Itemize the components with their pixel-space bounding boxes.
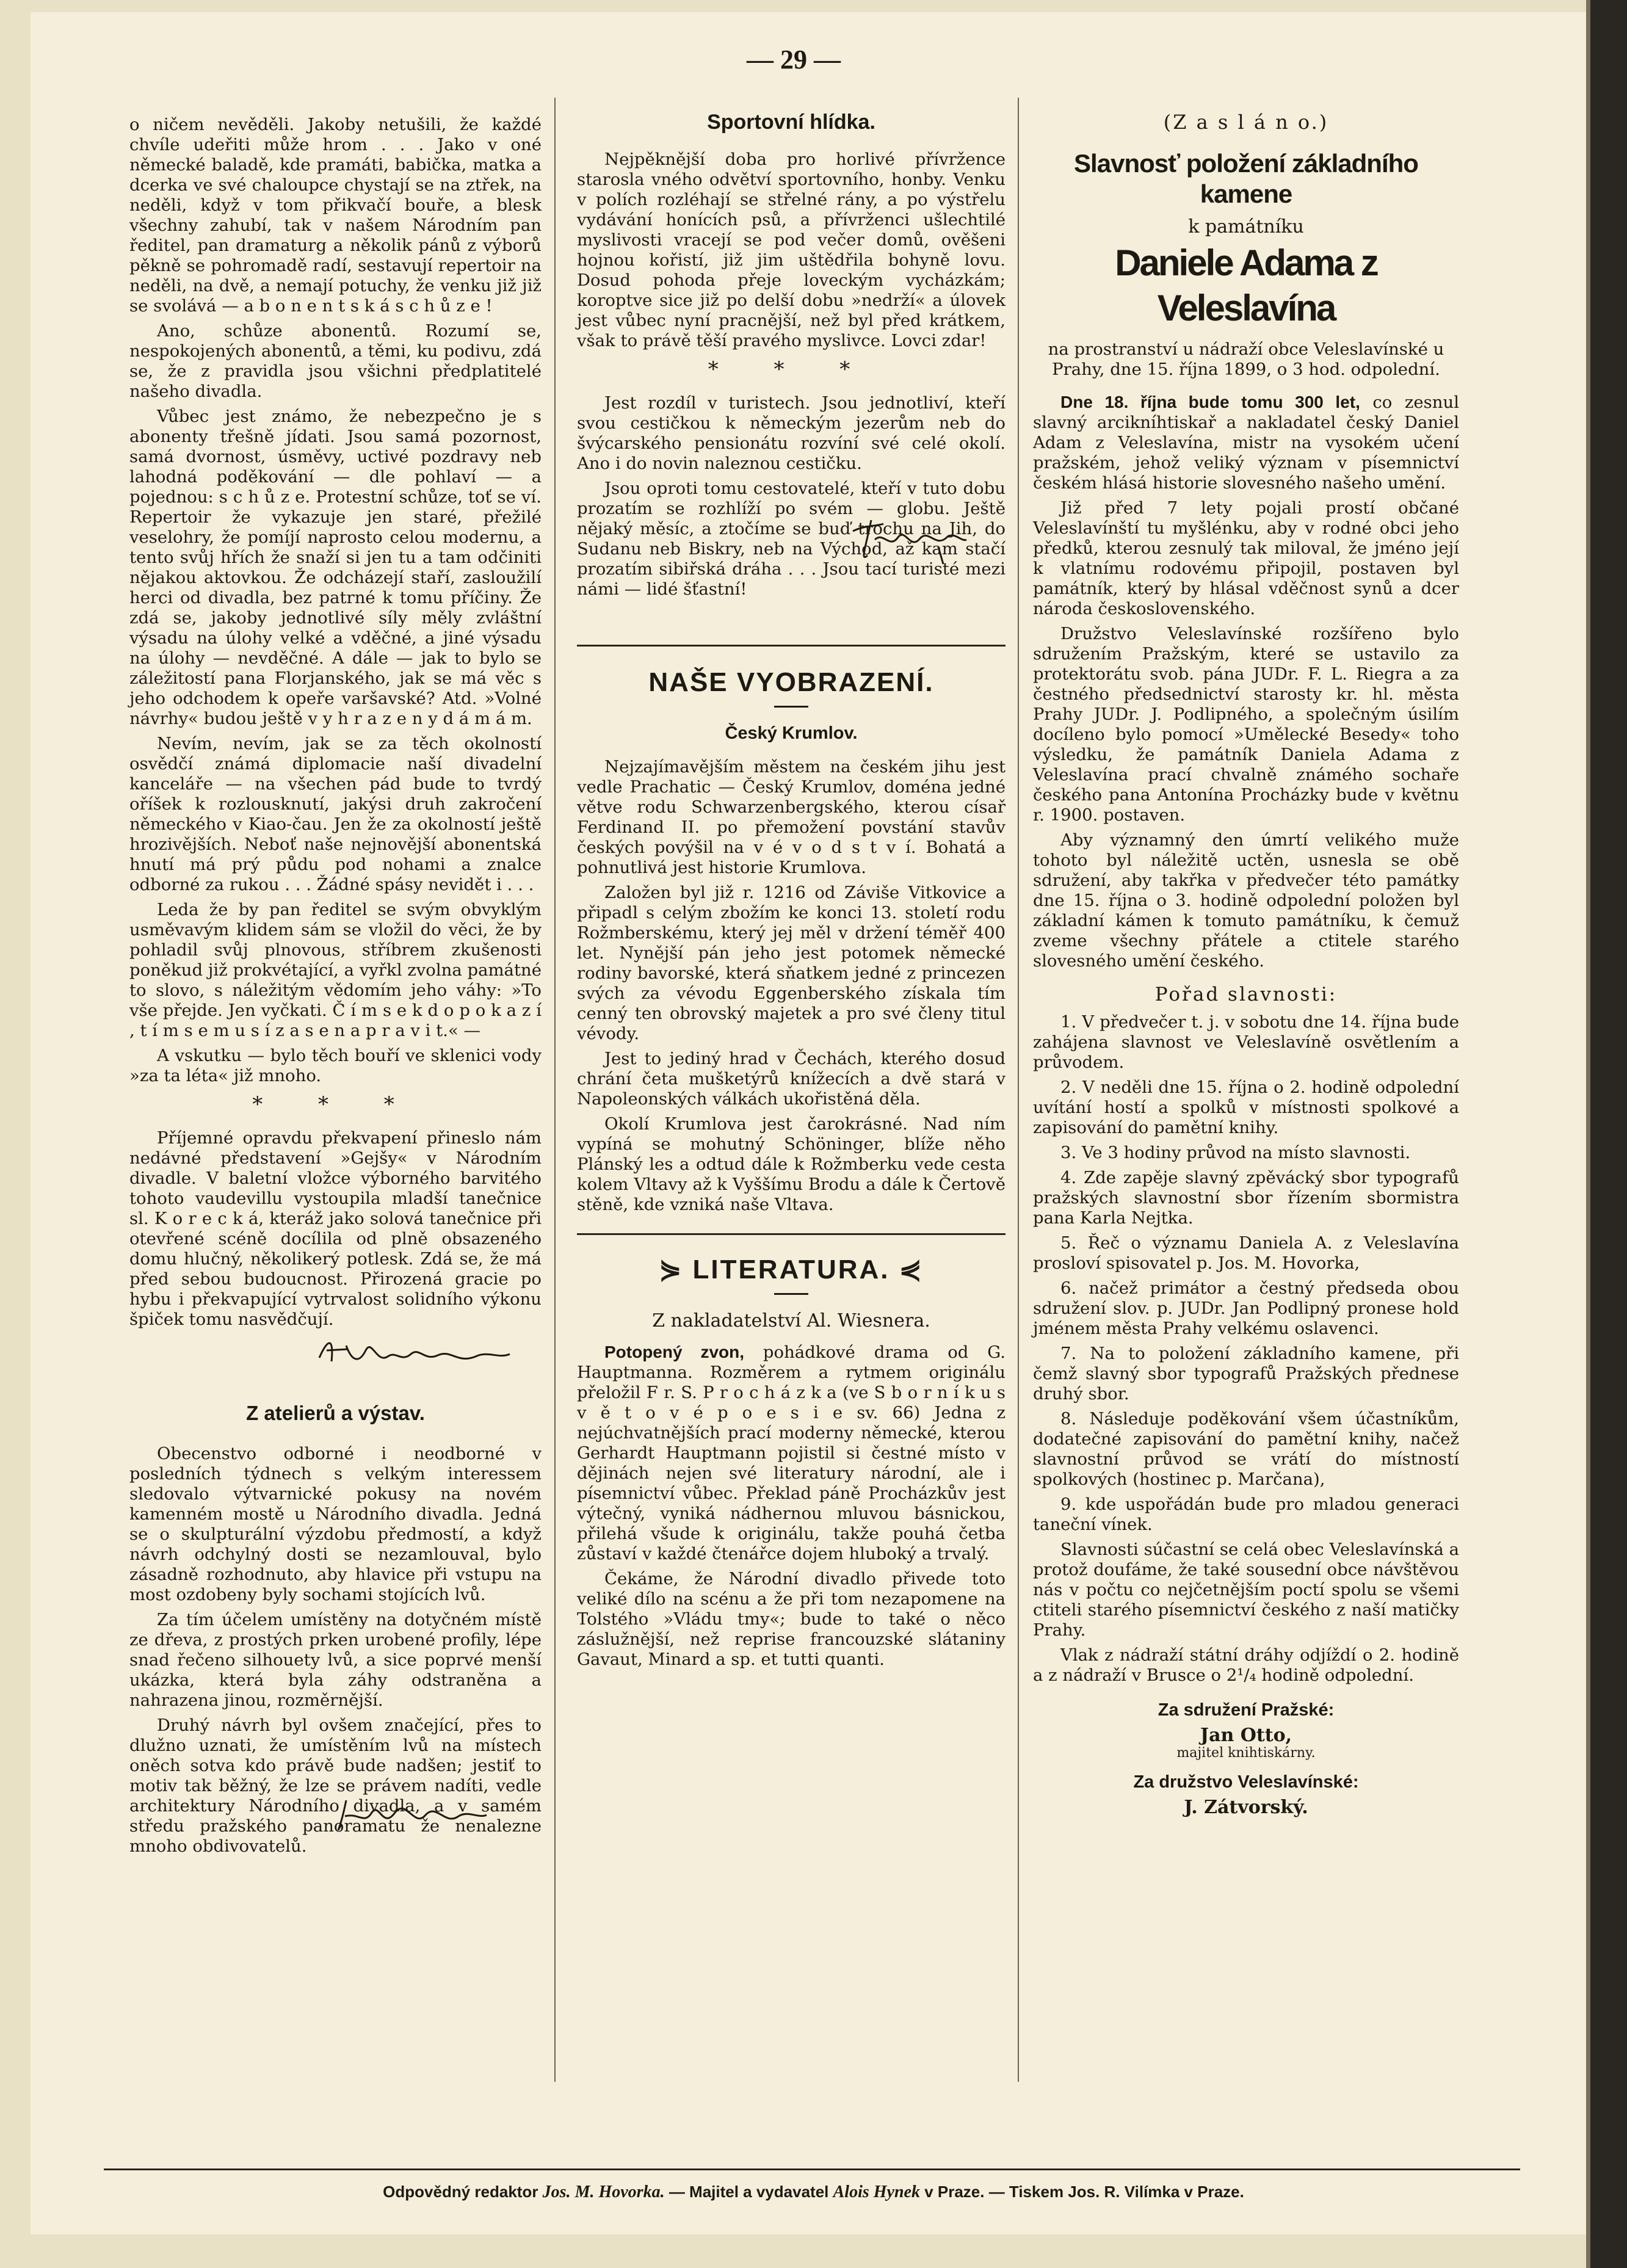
ornament-left-icon: ⋟ <box>659 1255 693 1284</box>
program-item: 1. V předvečer t. j. v sobotu dne 14. října bude zahájena slavnost ve Veleslavíně osvětlením a průvodem. <box>1033 1012 1459 1072</box>
paragraph: Jest rozdíl v turistech. Jsou jednotliví, kteří svou cestičkou k německým jezerům neb do švýcarského pensionátu rozvíní své celé okolí. Ano i do novin naleznou cestičku. <box>577 393 1006 473</box>
section-rule <box>577 645 1006 647</box>
paragraph: Za tím účelem umístěny na dotyčném místě ze dřeva, z prostých prken urobené profily, lépe snad řečeno silhouety lvů, a sice poprvé menší ukázka, která byla záhy odstraněna a nahrazena jinou, rozměrnější. <box>129 1610 542 1710</box>
page-number: — 29 — <box>747 45 841 74</box>
paragraph: Nejzajímavějším městem na českém jihu jest vedle Prachatic — Český Krumlov, doména jedné větve rodu Schwarzenbergského, kterou císař Ferdinand II. po přemožení povstání stavův českých povýšil na v é v o d s t v í. Bohatá a pohnutlivá jest historie Krumlova. <box>577 757 1006 877</box>
section-rule <box>577 1233 1006 1235</box>
literatura-heading: ⋟ LITERATURA. ⋞ <box>659 1255 924 1284</box>
announcement-name: Daniele Adama z Veleslavína <box>1115 242 1377 328</box>
paragraph: o ničem nevěděli. Jakoby netušili, že každé chvíle udeřiti může hrom . . . Jako v oné německé baladě, kde pramáti, babička, matka a dcerka ve své chaloupce chystají se na ztřek, na neděli, když v tom přikvačí bouře, a blesk všechny zahubí, tak v našem Národním pan ředitel, pan dramaturg a několik pánů z výborů pěkně se pohromadě radí, sestavují repertoir na neděli, na dvě, a nemají potuchy, že venku již již se svolává — a b o n e n t s k á s c h ů z e ! <box>129 115 542 316</box>
paragraph: Okolí Krumlova jest čarokrásné. Nad ním vypíná se mohutný Schöninger, blíže něho Plánský les a odtud dále k Rožmberku vede cesta kolem Vltavy až k Vyššímu Brodu a dále k Čertově stěně, kde vzniká naše Vltava. <box>577 1114 1006 1214</box>
paragraph: Nejpěknější doba pro horlivé přívržence starosla vného odvětví sportovního, honby. Venku v polích rozléhají se střelné rány, a po výstřelu vydávání honících psů, a přívrženci ušlechtilé myslivosti vracejí se pod večer domů, ověšeni hojnou kořistí, již jim uštědřila bohyně lovu. Dosud pohoda přeje loveckým vycházkám; koroptve sice již po delší dobu »nedrží« a úlovek jest vůbec nyní pracnější, než byl před krátkem, však to právě těší pravého myslivce. Lovci zdar! <box>577 150 1006 350</box>
paragraph: Jsou oproti tomu cestovatelé, kteří v tuto dobu prozatím se rozhlíží po svém — globu. Ještě nějaký měsíc, a ztočíme se buď trochu na Jih, do Sudanu neb Biskry, neb na Východ, až kam stačí prozatím sibiřská dráha . . . Jsou tací turisté mezi námi — lidé šťastní! <box>577 479 1006 599</box>
program-title: Pořad slavnosti: <box>1154 984 1338 1005</box>
column-divider-right <box>1018 98 1019 2082</box>
section-subheading: Český Krumlov. <box>725 723 858 743</box>
paragraph: Dne 18. října bude tomu 300 let, co zesnul slavný arcikníhtiskař a nakladatel český Daniel Adam z Veleslavína, mistr na vysokém učení pražském, jehož veliký význam v písemnictví českém hlásá historie slovesného našeho umění. <box>1033 393 1459 493</box>
paragraph: Vůbec jest známo, že nebezpečno je s abonenty třešně jídati. Jsou samá pozornost, samá dvornost, úsměvy, uctivé pozdravy neb lahodná poděkování — dle pohlaví — a pojednou: s c h ů z e. Protestní schůze, toť se ví. Repertoir že vykazuje jen staré, přežilé veselohry, že pomíjí naprosto celou modernu, a tento svůj hřích že snaží si jen tu a tam odčiniti nějakou aktovkou. Že odcházejí staří, zasloužilí herci od divadla, bez patrné k tomu příčiny. Že zdá se, jakoby jednotlivé síly měly zvláštní výsadu na úlohy velké a vděčné, a jiné výsadu na úlohy — nevděčné. A dále — jak to bylo se záležitostí pana Florjanského, jak se má věc s jeho odchodem k opeře varšavské? Atd. »Volné návrhy« budou ještě v y h r a z e n y d á m á m. <box>129 407 542 728</box>
paragraph: Nevím, nevím, jak se za těch okolností osvědčí známá diplomacie naší divadelní kanceláře — na všechen pád bude to tvrdý oříšek k rozlousknutí, jakýsi druh zakročení německého v Kiao-čau. Jen že za okolností ještě hrozivějších. Neboť naše nejnovější abonentská hnutí má prý půdu pod nohami a znalce odborné za rukou . . . Žádné spásy nevidět i . . . <box>129 734 542 894</box>
paragraph: A vskutku — bylo těch bouří ve sklenici vody »za ta léta« již mnoho. <box>129 1046 542 1085</box>
paragraph: Příjemné opravdu překvapení přineslo nám nedávné představení »Gejšy« v Národním divadle. V baletní vložce výborného barvitého tohoto vaudevillu vystoupila mladší tanečnice sl. K o r e c k á, kteráž jako solová tanečnice při otevřené scéně docílila od plně obsazeného domu hlučný, několikerý potlesk. Zdá se, že má před sebou budoucnost. Přirozená gracie po hybu i překvapující vytrvalost solidního výkonu špiček tomu nasvědčují. <box>129 1128 542 1329</box>
program-item: 7. Na to položení základního kamene, při čemž slavný sbor typografů Pražských přednese druhý sbor. <box>1033 1344 1459 1404</box>
paragraph: Ano, schůze abonentů. Rozumí se, nespokojených abonentů, a těmi, ku podivu, zdá se, že z pravidla jsou všichni předplatitelé našeho divadla. <box>129 321 542 401</box>
paragraph: Aby významný den úmrtí velikého muže tohoto byl náležitě uctěn, usnesla se obě sdružení, aby takřka v předvečer této památky dne 15. října o 3. hodině odpolední položen byl základní kámen k tomuto památníku, k čemuž zveme všechny přátele a ctitele starého slovesného umění českého. <box>1033 830 1459 971</box>
section-heading: Z atelierů a výstav. <box>246 1402 425 1424</box>
column-left <box>129 115 542 1898</box>
editor-name: Jos. M. Hovorka. <box>542 2183 665 2201</box>
signatory-name: J. Zátvorský. <box>1184 1797 1308 1818</box>
paragraph: Jest to jediný hrad v Čechách, kterého dosud chrání četa mušketýrů knížecích a dvě stará v Napoleonských válkách ukořistěná děla. <box>577 1049 1006 1109</box>
program-item: 5. Řeč o významu Daniela A. z Veleslavína prosloví spisovatel p. Jos. M. Hovorka, <box>1033 1233 1459 1273</box>
paragraph: Již před 7 lety pojali prostí občané Veleslavínští tu myšlénku, aby v rodné obci jeho předků, kterou zesnulý tak miloval, že jméno její k vlatnímu rodovému připojil, postaven byl památník, který by hlásal vděčnost synů a dcer národa československého. <box>1033 498 1459 618</box>
paragraph: Slavnosti súčastní se celá obec Veleslavínská a protož doufáme, že také sousední obce návštěvou nás v počtu co nejčetnějším poctí spolu se všemi ctiteli starého písemnictví českého z naší matičky Prahy. <box>1033 1540 1459 1640</box>
program-item: 4. Zde zapěje slavný zpěvácký sbor typografů pražských slavnostní sbor řízením sbormistra pana Karla Nejtka. <box>1033 1168 1459 1228</box>
paragraph: Druhý návrh byl ovšem značející, přes to dlužno uznati, že umístěním lvů na místech oněch sotva kdo právě bude nadšen; jestiť to motiv tak běžný, že lze se právem nadíti, vedle architektury Národního divadla, a v samém středu pražského panoramatu že nenalezne mnoho obdivovatelů. <box>129 1715 542 1856</box>
column-right <box>1033 112 1459 1817</box>
short-rule <box>774 706 808 708</box>
signature-block <box>129 1861 542 1898</box>
paragraph: Založen byl již r. 1216 od Záviše Vitkovice a připadl s celým zbožím ke konci 13. století rodu Rožmberskému, který jej měl v držení téměř 400 let. Nynější pán jeho jest potomek německé rodiny bavorské, která sňatkem jedné z princezen svých za vévodu Eggenberského získala tím cenný ten obrovský majetek a pro své členy titul vévody. <box>577 883 1006 1043</box>
signature-scribble <box>334 1794 493 1837</box>
signature-block <box>129 1335 542 1375</box>
owner-name: Alois Hynek <box>833 2183 920 2201</box>
program-item: 9. kde uspořádán bude pro mladou generaci taneční vínek. <box>1033 1494 1459 1534</box>
announcement-title: Slavnosť položení základního kamene <box>1074 149 1418 208</box>
announcement-subtitle: k památníku <box>1188 216 1304 237</box>
paragraph: Vlak z nádraží státní dráhy odjíždí o 2. hodině a z nádraží v Brusce o 2¹/₄ hodině odpolední. <box>1033 1645 1459 1685</box>
signatory-label: Za sdružení Pražské: <box>1158 1700 1335 1720</box>
signature-scribble <box>847 513 969 568</box>
signatory-name: Jan Otto, <box>1200 1725 1292 1746</box>
signatory-role: majitel knihtiskárny. <box>1176 1745 1316 1761</box>
paragraph: Čekáme, že Národní divadlo přivede toto veliké dílo na scénu a že při tom nezapomene na Tolstého »Vládu tmy«; bude to také o něco záslužnější, než reprise francouzské slátaniny Gavaut, Minard a sp. et tutti quanti. <box>577 1569 1006 1669</box>
short-rule <box>774 1293 808 1295</box>
ornament-right-icon: ⋞ <box>890 1255 924 1284</box>
column-middle <box>577 112 1006 1675</box>
paragraph-with-signature <box>129 1128 542 1335</box>
zaslano-label: (Z a s l á n o.) <box>1163 111 1329 134</box>
program-item: 3. Ve 3 hodiny průvod na místo slavnosti. <box>1060 1143 1411 1162</box>
section-divider-stars: * * * <box>252 1092 419 1117</box>
section-divider-stars: * * * <box>708 357 875 382</box>
paragraph: Leda že by pan ředitel se svým obvyklým usměvavým klidem sám se vložil do věci, že by pohladil svůj plnovous, stříbrem zkušenosti poněkud již prokvétající, a vyřkl zvolna památné to slovo, s náležitým vědomím jeho váhy: »To vše přejde. Jen vyčkati. Č í m s e k d o p o k a z í , t í m s e m u s í z a s e n a p r a v i t.« — <box>129 900 542 1040</box>
program-item: 8. Následuje poděkování všem účastníkům, dodatečné zapisování do pamětní knihy, načež slavnostní průvod se vrátí do místností spolkových (hostinec p. Marčana), <box>1033 1409 1459 1489</box>
footer-rule <box>104 2168 1520 2170</box>
paragraph: Potopený zvon, pohádkové drama od G. Hauptmanna. Rozměrem a rytmem originálu přeložil F r. S. P r o c h á z k a (ve S b o r n í k u s v ě t o v é p o e s i e sv. 66) Jedna z nejúchvatnějších prací moderny německé, kterou Gerhardt Hauptmann pojistil si čestné místo v dějinách nejen své literatury národní, ale i písemnictví vůbec. Překlad páně Procházkův jest výtečný, vyniká nádhernou mluvou básnickou, přilehá všude k originálu, takže pouhá četba zůstaví v každé čtenářce dojem hluboký a trvalý. <box>577 1342 1006 1563</box>
section-heading: NAŠE VYOBRAZENÍ. <box>648 667 934 697</box>
program-item: 6. načež primátor a čestný předseda obou sdružení slov. p. JUDr. Jan Podlipný pronese hold jménem města Prahy velkému oslavenci. <box>1033 1278 1459 1338</box>
announcement-intro: na prostranství u nádraží obce Veleslavínské u Prahy, dne 15. října 1899, o 3 hod. odpolední. <box>1048 339 1444 379</box>
paragraph: Obecenstvo odborné i neodborné v posledních týdnech s velkým interessem sledovalo výtvarnické pokusy na novém kamenném mostě u Národního divadla. Jedná se o skulpturální výzdobu předmostí, a když návrh odchylný dosti se nezamlouval, bylo zásadně rozhodnuto, aby hlavice při vstupu na most ozdobeny byly sochami stojících lvů. <box>129 1444 542 1604</box>
binding-strip <box>1590 0 1627 2268</box>
signatory-label: Za družstvo Veleslavínské: <box>1133 1772 1359 1792</box>
column-divider-left <box>554 98 556 2082</box>
signature-block <box>577 604 1006 634</box>
section-subheading: Z nakladatelství Al. Wiesnera. <box>652 1310 930 1331</box>
section-heading: Sportovní hlídka. <box>707 111 875 134</box>
page-footer: Odpovědný redaktor Jos. M. Hovorka. — Majitel a vydavatel Alois Hynek v Praze. — Tiskem Jos. R. Vilímka v Praze. <box>383 2183 1244 2201</box>
program-item: 2. V neděli dne 15. října o 2. hodině odpolední uvítání hostí a spolků v místnosti spolkové a zapisování do pamětní knihy. <box>1033 1078 1459 1137</box>
paragraph: Družstvo Veleslavínské rozšířeno bylo sdružením Pražským, které se ustavilo za protektorátu svob. pána JUDr. F. L. Riegra a za čestného předsednictví starosty kr. hl. města Prahy JUDr. J. Podlipného, a společným úsilím docíleno bylo pomocí »Umělecké Besedy« toho výsledku, že památník Daniela Adama z Veleslavína prací chvalně známého sochaře českého pana Antonína Procházky bude v květnu r. 1900. postaven. <box>1033 624 1459 825</box>
signature-scribble <box>316 1332 517 1372</box>
